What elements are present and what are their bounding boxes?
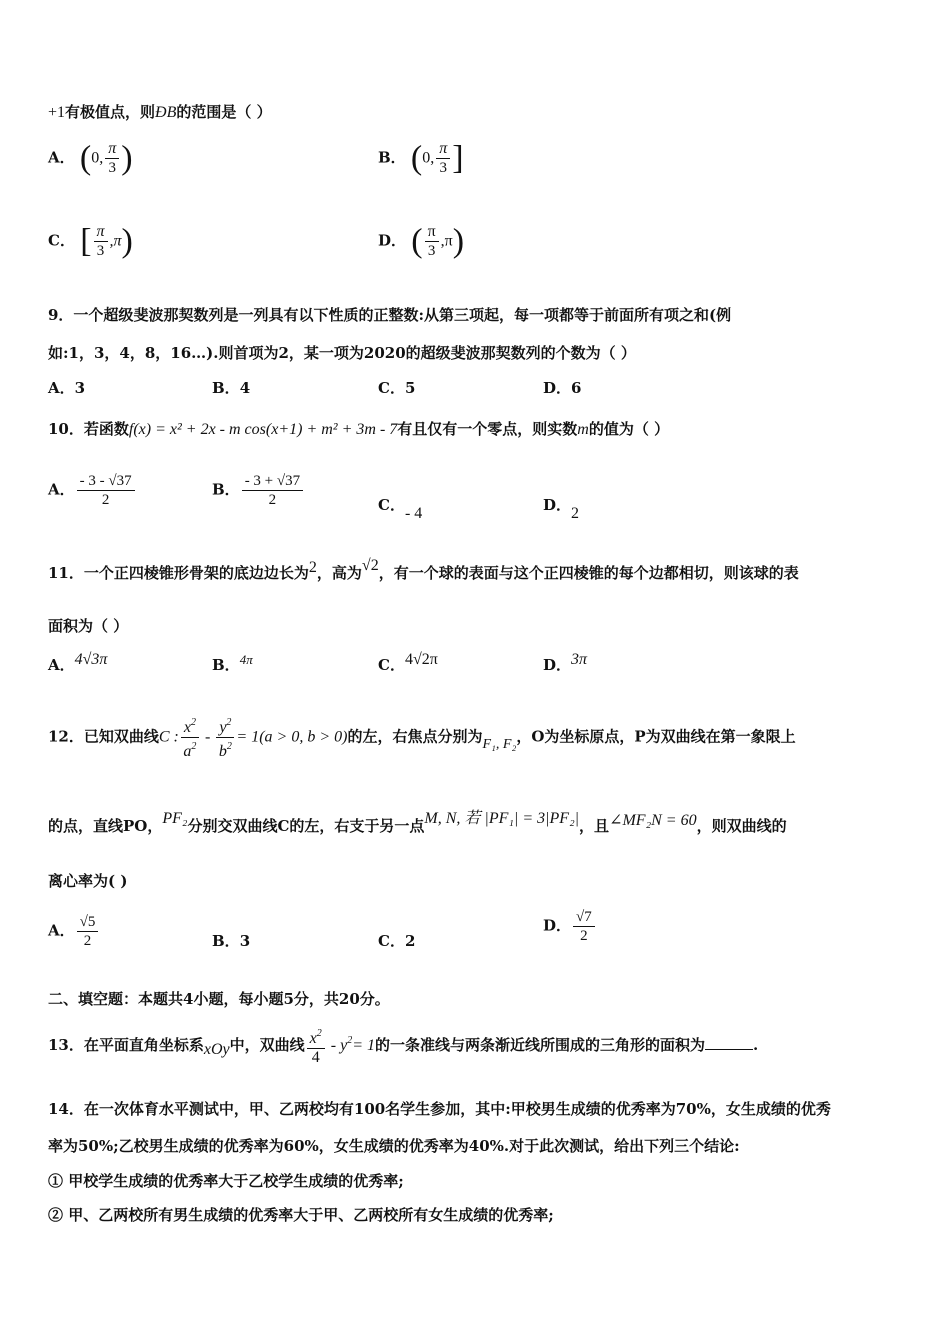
q9-option-c[interactable]: C．5 — [378, 379, 416, 397]
q9-line2: 如:1，3，4，8，16…).则首项为2，某一项为2020的超级斐波那契数列的个数为（ ） — [48, 344, 636, 362]
q8-option-b[interactable]: B． (0, $\frac{\pi}{3}$ ] — [378, 139, 464, 177]
q10-stem: 10．若函数f(x) = x² + 2x - m cos(x+1) + m² + 3m - 7有且仅有一个零点，则实数m的值为（ ） — [48, 420, 670, 438]
q14-line2: 率为50%;乙校男生成绩的优秀率为60%，女生成绩的优秀率为40%.对于此次测试，给出下列三个结论: — [48, 1137, 740, 1155]
q9-option-a[interactable]: A．3 — [48, 379, 86, 397]
q9-option-d[interactable]: D．6 — [543, 379, 582, 397]
q11-line1: 11．一个正四棱锥形骨架的底边边长为2，高为√2，有一个球的表面与这个正四棱锥的每个边都相切，则该球的表 — [48, 557, 799, 582]
q10-option-b[interactable]: B． $\frac{- 3 + √37}{2}$ — [212, 472, 305, 509]
q11-line2: 面积为（ ） — [48, 617, 129, 635]
q12-option-a[interactable]: A． $\frac{√5}{2}$ — [48, 913, 100, 950]
q12-line3: 离心率为( ) — [48, 872, 128, 890]
q9-option-b[interactable]: B．4 — [212, 379, 251, 397]
q8-option-d[interactable]: D． ( $\frac{\pi}{3}$ ,π) — [378, 222, 465, 260]
q8-option-a[interactable]: A． (0, $\frac{\pi}{3}$ ) — [48, 139, 133, 177]
q11-option-b[interactable]: B．4π — [212, 652, 253, 674]
q12-line2: 的点，直线PO，PF₂分别交双曲线C的左，右支于另一点M, N, 若 |PF₁| = 3|PF₂|，且∠MF₂N = 60，则双曲线的 — [48, 810, 787, 835]
q13-answer-blank[interactable] — [705, 1049, 753, 1050]
q8-stem: +1有极值点，则ÐB的范围是（ ） — [48, 103, 272, 121]
q12-option-b[interactable]: B．3 — [212, 932, 251, 950]
section-heading: 二、填空题：本题共4小题，每小题5分，共20分。 — [48, 990, 390, 1008]
q14-conclusion-1: ① 甲校学生成绩的优秀率大于乙校学生成绩的优秀率; — [48, 1172, 404, 1190]
q12-option-d[interactable]: D． $\frac{√7}{2}$ — [543, 908, 597, 945]
q14-line1: 14．在一次体育水平测试中，甲、乙两校均有100名学生参加，其中:甲校男生成绩的优秀率为70%，女生成绩的优秀 — [48, 1100, 831, 1118]
q10-option-a[interactable]: A． $\frac{- 3 - √37}{2}$ — [48, 472, 137, 509]
q12-line1: 12．已知双曲线C : $\frac{x^2}{a^2}$ - $\frac{y^2}{b^2}$ = 1(a > 0, b > 0)的左，右焦点分别为F₁, F₂，O为坐标原点，P为双曲线在第一象限上 — [48, 714, 796, 761]
q11-option-a[interactable]: A．4√3π — [48, 651, 108, 674]
q14-conclusion-2: ② 甲、乙两校所有男生成绩的优秀率大于甲、乙两校所有女生成绩的优秀率; — [48, 1206, 554, 1224]
q9-line1: 9．一个超级斐波那契数列是一列具有以下性质的正整数:从第三项起，每一项都等于前面所有项之和(例 — [48, 306, 732, 324]
q13-stem: 13．在平面直角坐标系xOy中，双曲线 $\frac{x^2}{4}$ - $y^2= 1$的一条准线与两条渐近线所围成的三角形的面积为 . — [48, 1025, 758, 1067]
q11-option-d[interactable]: D．3π — [543, 651, 588, 674]
q12-option-c[interactable]: C．2 — [378, 932, 416, 950]
q10-option-d[interactable]: D．2 — [543, 496, 580, 522]
q10-formula: f(x) = x² + 2x - m cos(x+1) + m² + 3m - 7 — [128, 421, 398, 438]
q11-option-c[interactable]: C．4√2π — [378, 651, 438, 674]
q8-option-c[interactable]: C． [ $\frac{\pi}{3}$ ,π) — [48, 222, 133, 260]
q10-option-c[interactable]: C．- 4 — [378, 496, 423, 522]
